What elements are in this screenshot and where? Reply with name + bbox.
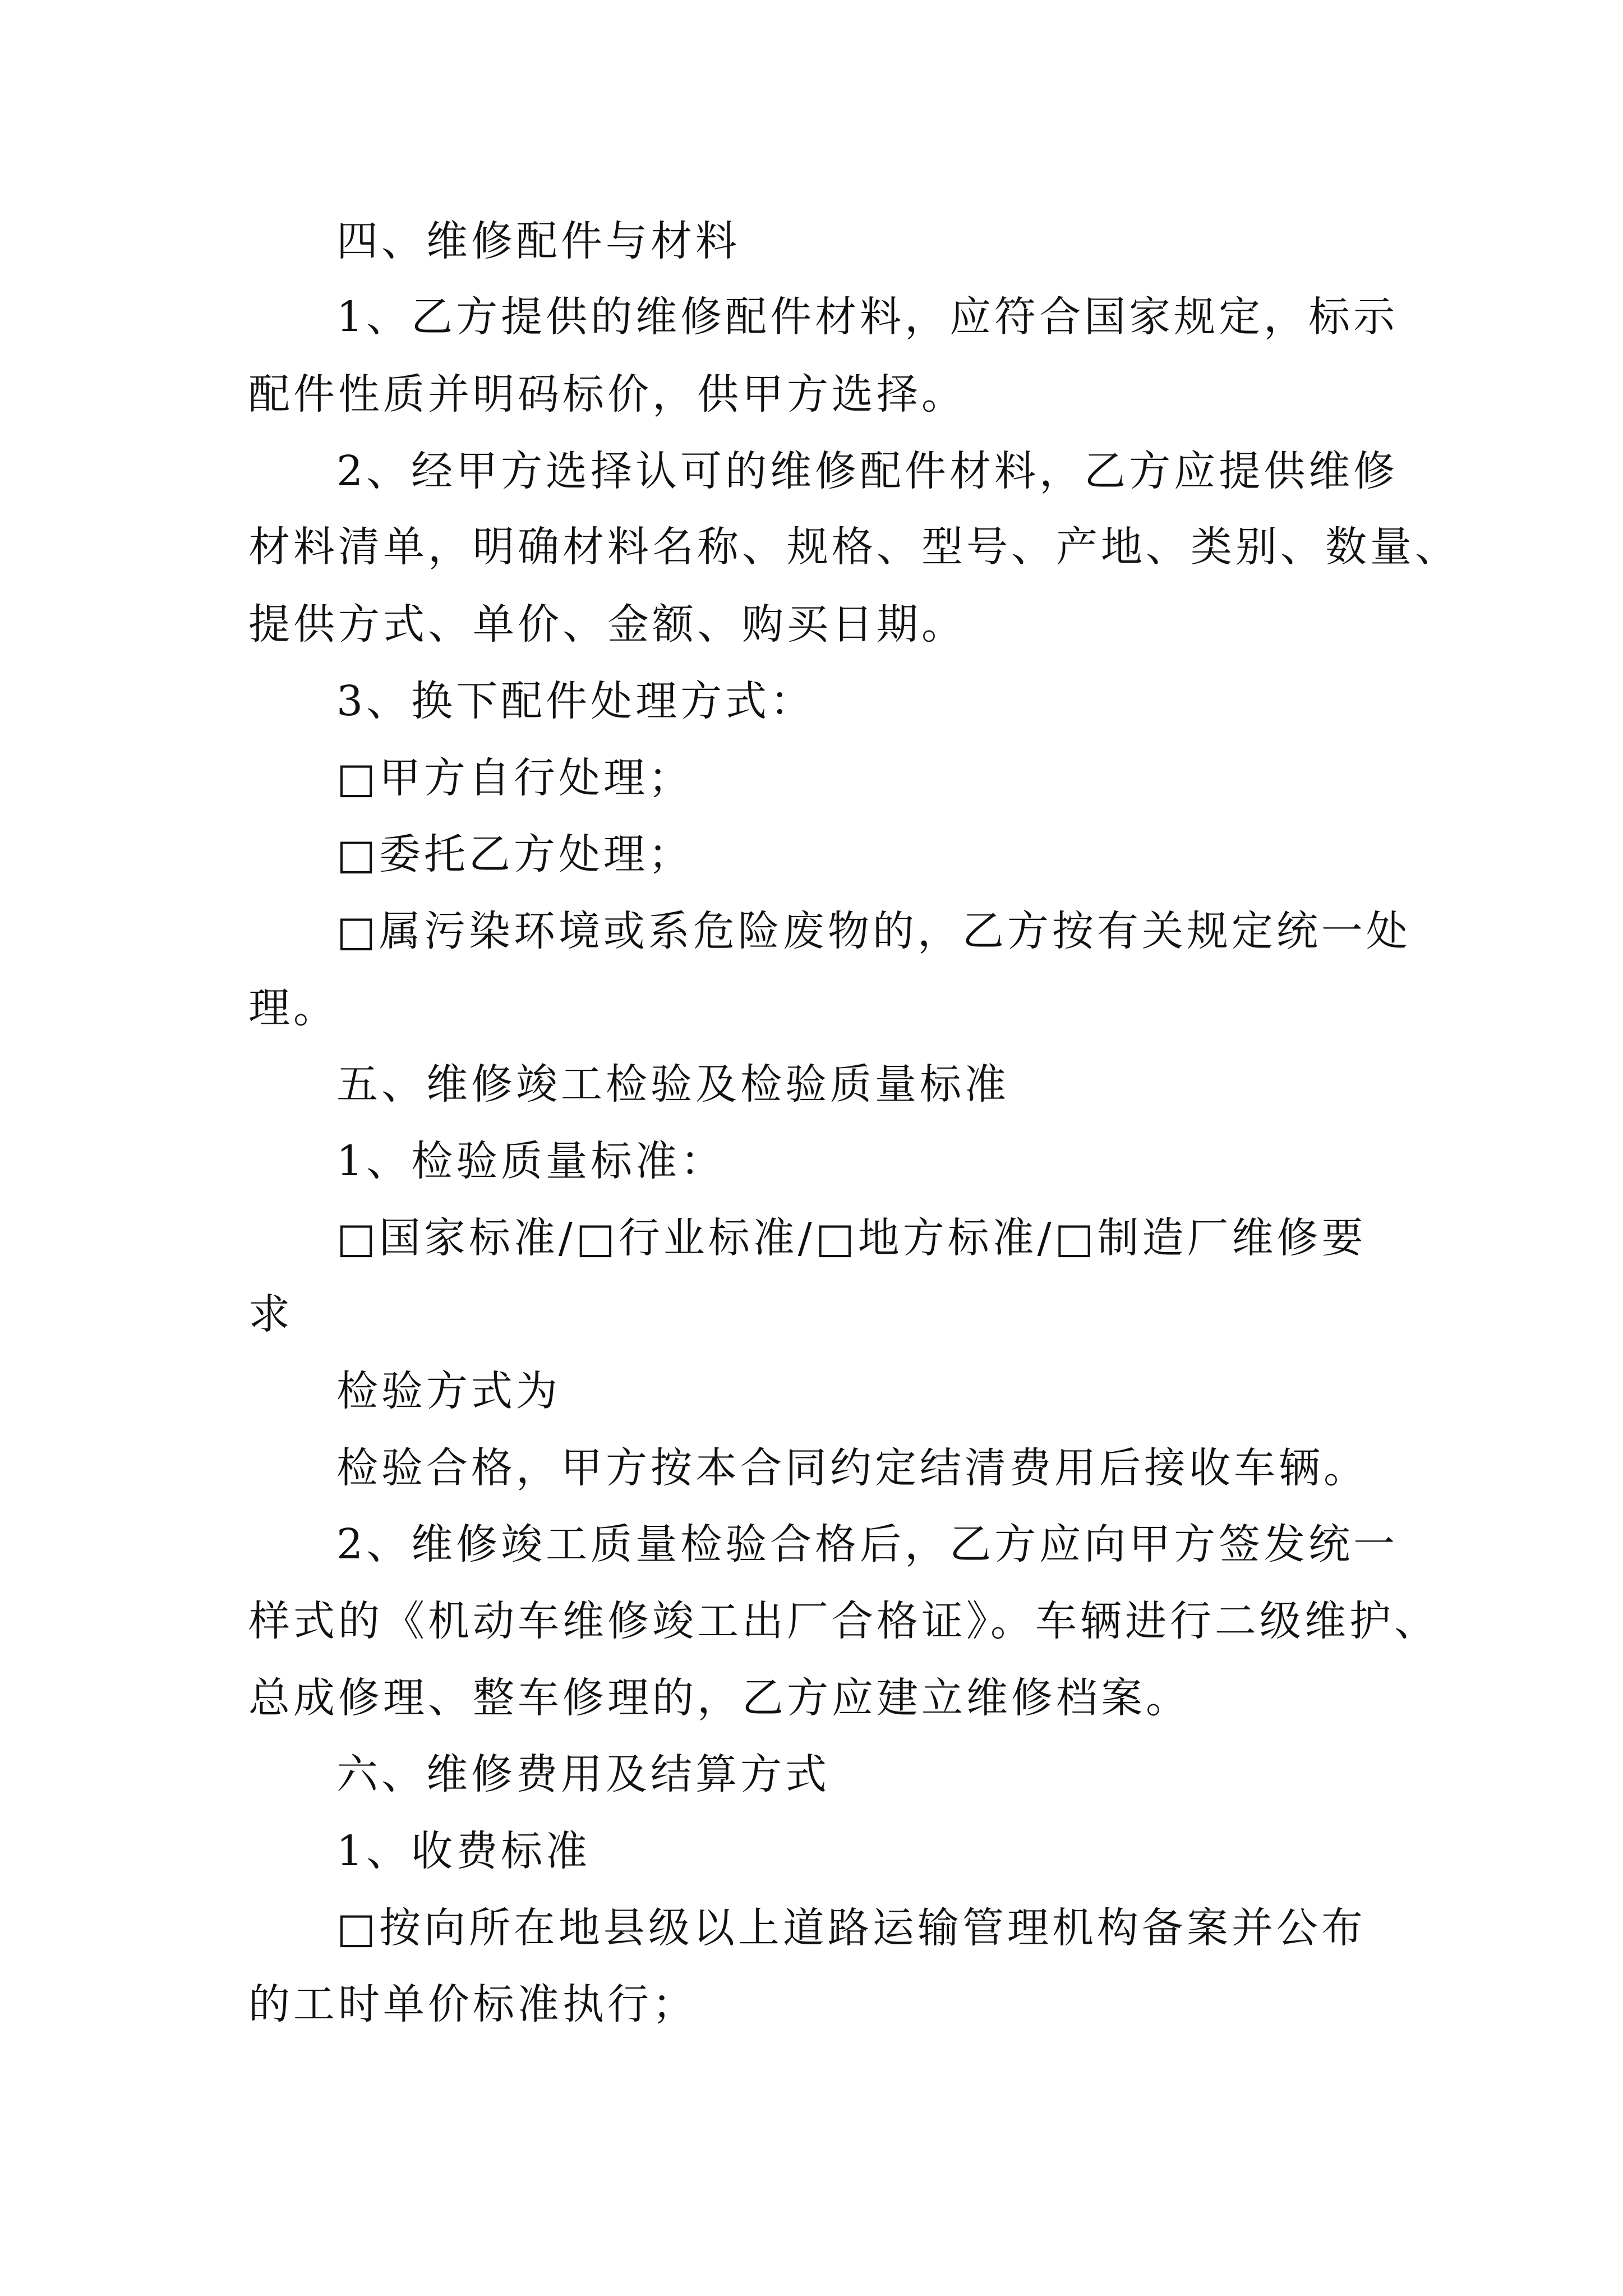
paragraph-line: 的工时单价标准执行；	[248, 1980, 697, 2028]
paragraph-line: 1、检验质量标准：	[336, 1137, 726, 1185]
paragraph-line: 求	[248, 1290, 293, 1338]
paragraph-line: 3、换下配件处理方式：	[336, 677, 815, 725]
section-heading-4: 四、维修配件与材料	[336, 217, 740, 265]
paragraph-line: 2、维修竣工质量检验合格后，乙方应向甲方签发统一	[336, 1520, 1399, 1568]
checkbox-option: □国家标准/□行业标准/□地方标准/□制造厂维修要	[336, 1214, 1367, 1262]
paragraph-line: 材料清单，明确材料名称、规格、型号、产地、类别、数量、	[248, 523, 1460, 571]
paragraph-line: 提供方式、单价、金额、购买日期。	[248, 600, 966, 648]
paragraph-line: 样式的《机动车维修竣工出厂合格证》。车辆进行二级维护、	[248, 1597, 1439, 1645]
checkbox-option: □甲方自行处理；	[336, 754, 693, 802]
paragraph-line: 配件性质并明码标价，供甲方选择。	[248, 370, 966, 418]
paragraph-line: 总成修理、整车修理的，乙方应建立维修档案。	[248, 1674, 1191, 1722]
paragraph-line: 理。	[248, 984, 338, 1032]
checkbox-option: □属污染环境或系危险废物的，乙方按有关规定统一处	[336, 907, 1411, 955]
paragraph-line: 检验方式为	[336, 1367, 561, 1415]
checkbox-option: □委托乙方处理；	[336, 830, 693, 878]
checkbox-option: □按向所在地县级以上道路运输管理机构备案并公布	[336, 1904, 1366, 1952]
paragraph-line: 2、经甲方选择认可的维修配件材料，乙方应提供维修	[336, 447, 1399, 495]
paragraph-line: 1、收费标准	[336, 1827, 591, 1875]
paragraph-line: 检验合格，甲方按本合同约定结清费用后接收车辆。	[336, 1444, 1368, 1492]
section-heading-6: 六、维修费用及结算方式	[336, 1750, 830, 1798]
paragraph-line: 1、乙方提供的维修配件材料，应符合国家规定，标示	[336, 293, 1399, 341]
section-heading-5: 五、维修竣工检验及检验质量标准	[336, 1060, 1009, 1108]
